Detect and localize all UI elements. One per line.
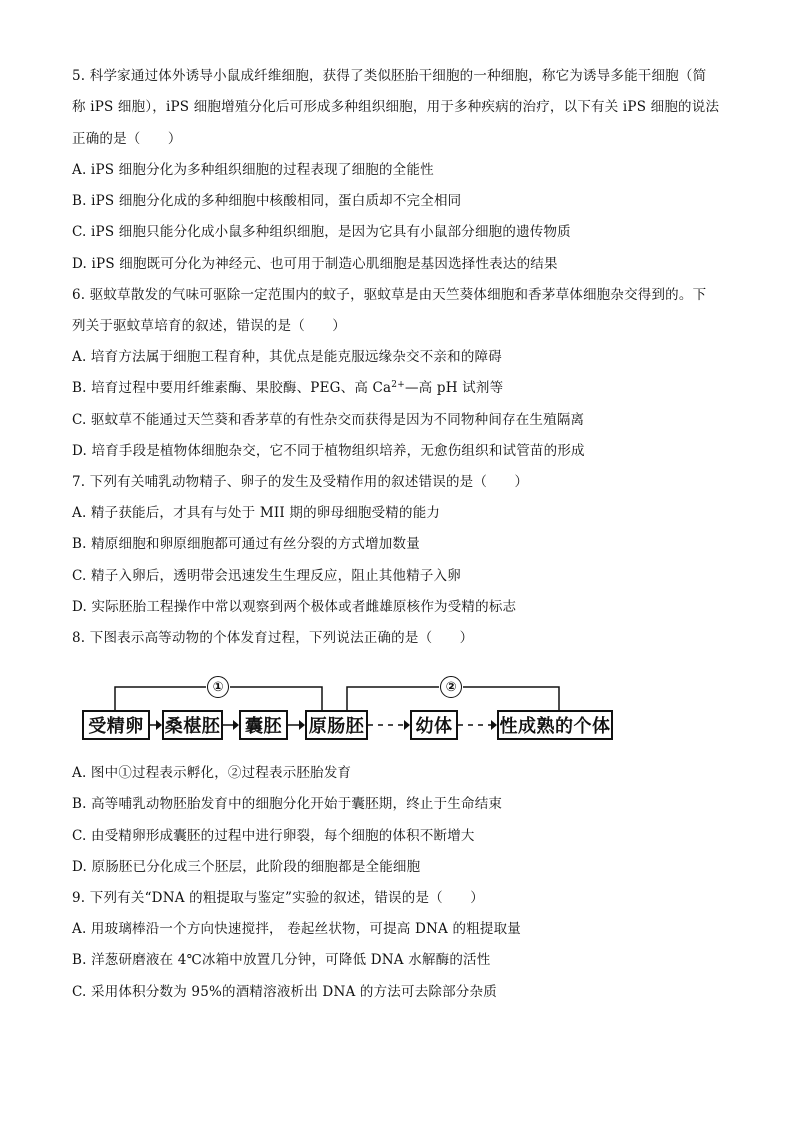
q8-option-c: C. 由受精卵形成囊胚的过程中进行卵裂，每个细胞的体积不断增大 (72, 828, 475, 844)
stage-box-morula: 桑椹胚 (162, 710, 223, 740)
bracket-2-right (463, 687, 559, 710)
q5-option-c: C. iPS 细胞只能分化成小鼠多种组织细胞，是因为它具有小鼠部分细胞的遗传物质 (72, 224, 571, 240)
q6-option-b-prefix: B. 培育过程中要用纤维素酶、果胶酶、PEG、高 Ca (72, 380, 392, 396)
q7-option-d: D. 实际胚胎工程操作中常以观察到两个极体或者雌雄原核作为受精的标志 (72, 599, 517, 615)
q6-option-c: C. 驱蚊草不能通过天竺葵和香茅草的有性杂交而获得是因为不同物种间存在生殖隔离 (72, 412, 585, 428)
q8-stem: 8. 下图表示高等动物的个体发育过程，下列说法正确的是（ ） (72, 630, 474, 646)
q8-option-d: D. 原肠胚已分化成三个胚层，此阶段的细胞都是全能细胞 (72, 859, 421, 875)
q9-option-a: A. 用玻璃棒沿一个方向快速搅拌， 卷起丝状物，可提高 DNA 的粗提取量 (72, 921, 521, 937)
bracket-1-left (115, 687, 206, 710)
stage-box-zygote: 受精卵 (82, 710, 150, 740)
q5-stem-line-2: 称 iPS 细胞），iPS 细胞增殖分化后可形成多种组织细胞，用于多种疾病的治疗，以下有关 iPS 细胞的说法 (72, 99, 720, 115)
q8-option-b: B. 高等哺乳动物胚胎发育中的细胞分化开始于囊胚期，终止于生命结束 (72, 796, 503, 812)
q7-option-c: C. 精子入卵后，透明带会迅速发生生理反应，阻止其他精子入卵 (72, 568, 461, 584)
q9-option-b: B. 洋葱研磨液在 4℃冰箱中放置几分钟，可降低 DNA 水解酶的活性 (72, 952, 491, 968)
stage-box-juvenile: 幼体 (410, 710, 458, 740)
q6-option-a: A. 培育方法属于细胞工程育种，其优点是能克服远缘杂交不亲和的障碍 (72, 349, 502, 365)
process-label-2: ② (440, 676, 462, 698)
process-label-1: ① (207, 676, 229, 698)
bracket-2-left (347, 687, 439, 710)
q7-stem: 7. 下列有关哺乳动物精子、卵子的发生及受精作用的叙述错误的是（ ） (72, 474, 529, 490)
stage-box-mature-adult: 性成熟的个体 (497, 710, 613, 740)
q6-option-b (72, 379, 734, 397)
q5-option-b: B. iPS 细胞分化成的多种细胞中核酸相同，蛋白质却不完全相同 (72, 193, 462, 209)
q5-stem-line-1: 5. 科学家通过体外诱导小鼠成纤维细胞，获得了类似胚胎干细胞的一种细胞，称它为诱导多能干细胞（简 (72, 68, 707, 84)
q6-option-d: D. 培育手段是植物体细胞杂交，它不同于植物组织培养，无愈伤组织和试管苗的形成 (72, 443, 585, 459)
q6-stem-line-1: 6. 驱蚊草散发的气味可驱除一定范围内的蚊子，驱蚊草是由天竺葵体细胞和香茅草体细胞杂交得到的。下 (72, 287, 707, 303)
q9-stem: 9. 下列有关“DNA 的粗提取与鉴定”实验的叙述，错误的是（ ） (72, 890, 484, 906)
stage-box-gastrula: 原肠胚 (305, 710, 368, 740)
bracket-1-right (230, 687, 322, 710)
q6-stem-line-2: 列关于驱蚊草培育的叙述，错误的是（ ） (72, 318, 346, 334)
stage-box-blastocyst: 囊胚 (239, 710, 288, 740)
q5-stem-line-3: 正确的是（ ） (72, 131, 182, 147)
development-diagram (82, 676, 622, 752)
q8-option-a: A. 图中①过程表示孵化，②过程表示胚胎发育 (72, 765, 352, 781)
q6-option-b-superscript: 2+ (391, 380, 405, 390)
q6-option-b-suffix: —高 pH 试剂等 (404, 380, 504, 396)
q7-option-a: A. 精子获能后，才具有与处于 MII 期的卵母细胞受精的能力 (72, 505, 441, 521)
q7-option-b: B. 精原细胞和卵原细胞都可通过有丝分裂的方式增加数量 (72, 536, 420, 552)
q5-option-d: D. iPS 细胞既可分化为神经元、也可用于制造心肌细胞是基因选择性表达的结果 (72, 256, 558, 272)
q9-option-c: C. 采用体积分数为 95%的酒精溶液析出 DNA 的方法可去除部分杂质 (72, 984, 497, 1000)
q5-option-a: A. iPS 细胞分化为多种组织细胞的过程表现了细胞的全能性 (72, 162, 434, 178)
